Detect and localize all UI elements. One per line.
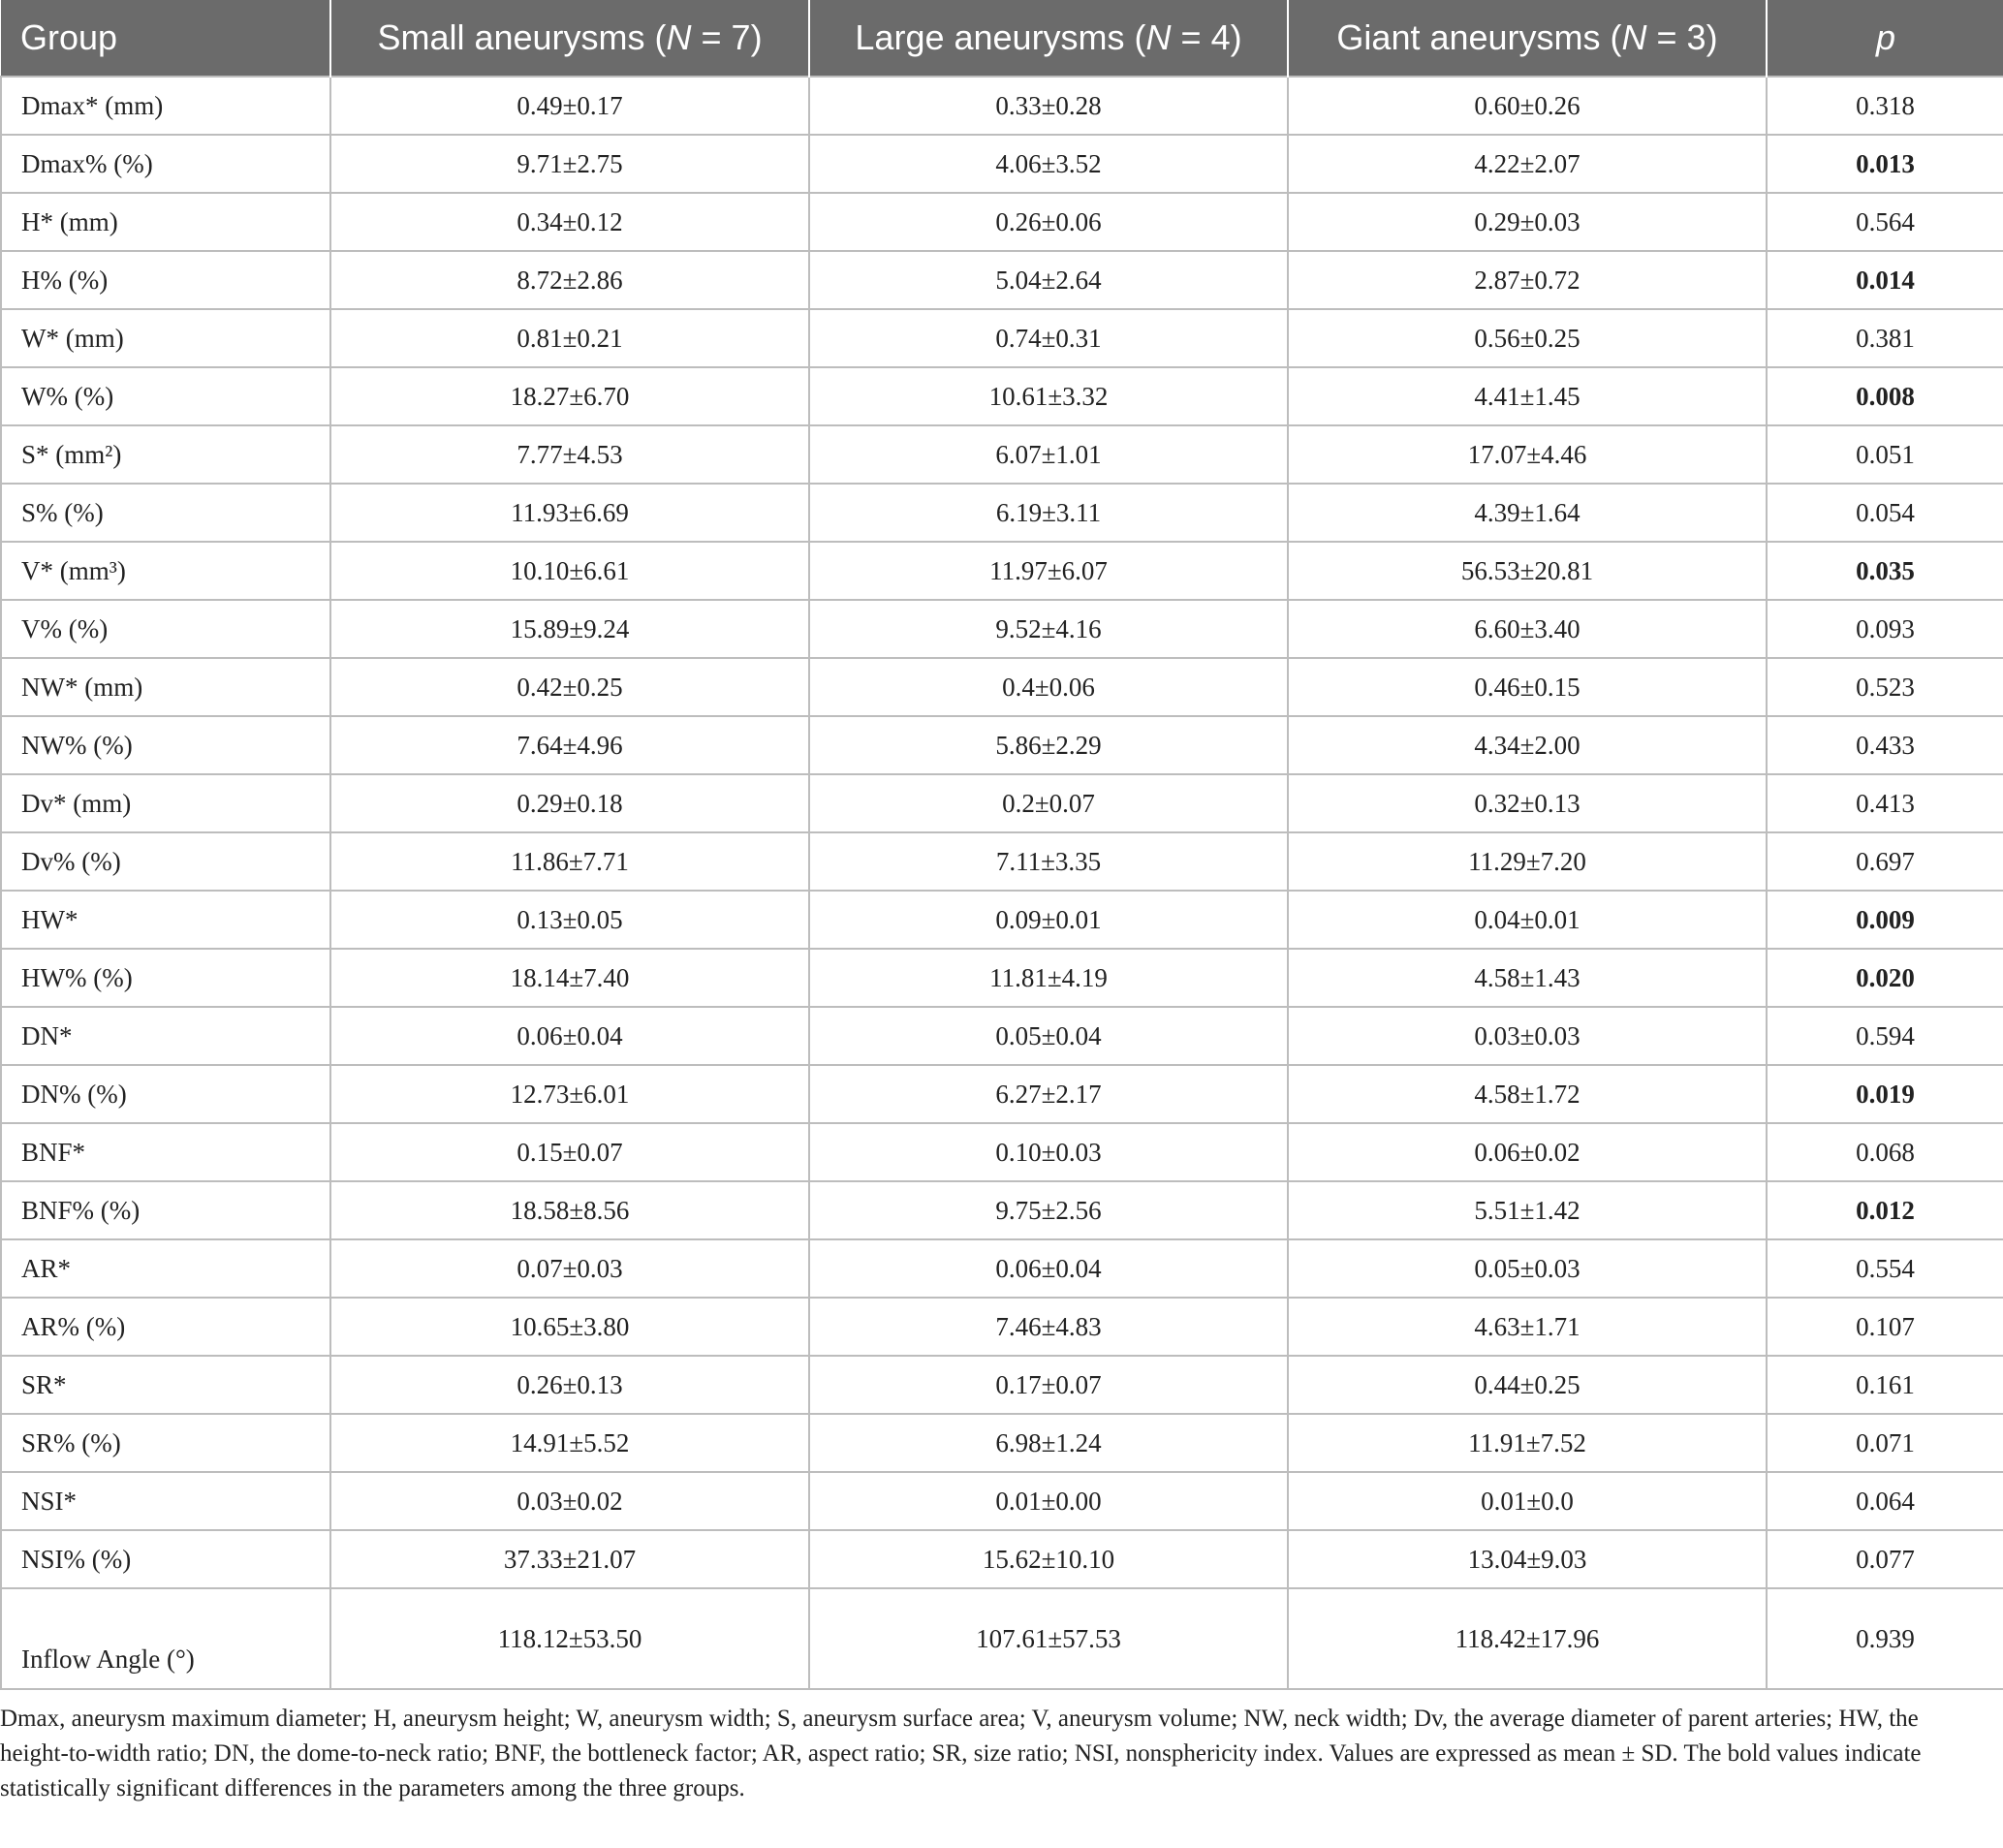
header-group: Group [1, 0, 330, 77]
giant-cell: 4.34±2.00 [1288, 716, 1767, 774]
p-value-cell: 0.051 [1767, 425, 2003, 484]
table-row [1, 367, 2003, 425]
param-cell: Dmax% (%) [1, 135, 330, 193]
table-row [1, 1530, 2003, 1588]
small-cell: 0.03±0.02 [330, 1472, 809, 1530]
p-value-cell: 0.381 [1767, 309, 2003, 367]
giant-cell: 4.22±2.07 [1288, 135, 1767, 193]
table-body [1, 77, 2003, 1689]
large-cell: 0.4±0.06 [809, 658, 1288, 716]
small-cell: 12.73±6.01 [330, 1065, 809, 1123]
param-cell: S* (mm²) [1, 425, 330, 484]
param-cell: Inflow Angle (°) [1, 1588, 330, 1689]
small-cell: 18.14±7.40 [330, 949, 809, 1007]
param-cell: DN% (%) [1, 1065, 330, 1123]
p-value-cell: 0.554 [1767, 1239, 2003, 1298]
param-cell: AR* [1, 1239, 330, 1298]
table-row [1, 1414, 2003, 1472]
table-row [1, 251, 2003, 309]
large-cell: 15.62±10.10 [809, 1530, 1288, 1588]
large-cell: 11.81±4.19 [809, 949, 1288, 1007]
giant-cell: 0.56±0.25 [1288, 309, 1767, 367]
giant-cell: 4.39±1.64 [1288, 484, 1767, 542]
small-cell: 0.29±0.18 [330, 774, 809, 832]
small-cell: 7.77±4.53 [330, 425, 809, 484]
p-value-cell: 0.071 [1767, 1414, 2003, 1472]
table-row [1, 1123, 2003, 1181]
table-row [1, 1588, 2003, 1689]
param-cell: W* (mm) [1, 309, 330, 367]
param-cell: BNF% (%) [1, 1181, 330, 1239]
large-cell: 9.75±2.56 [809, 1181, 1288, 1239]
param-cell: W% (%) [1, 367, 330, 425]
table-row [1, 1065, 2003, 1123]
giant-cell: 6.60±3.40 [1288, 600, 1767, 658]
small-cell: 0.49±0.17 [330, 77, 809, 135]
giant-cell: 56.53±20.81 [1288, 542, 1767, 600]
large-cell: 0.06±0.04 [809, 1239, 1288, 1298]
large-cell: 6.98±1.24 [809, 1414, 1288, 1472]
param-cell: AR% (%) [1, 1298, 330, 1356]
small-cell: 7.64±4.96 [330, 716, 809, 774]
param-cell: NSI* [1, 1472, 330, 1530]
param-cell: SR* [1, 1356, 330, 1414]
small-cell: 11.86±7.71 [330, 832, 809, 891]
large-cell: 0.2±0.07 [809, 774, 1288, 832]
giant-cell: 0.06±0.02 [1288, 1123, 1767, 1181]
p-value-cell: 0.014 [1767, 251, 2003, 309]
param-cell: Dv* (mm) [1, 774, 330, 832]
table-row [1, 658, 2003, 716]
large-cell: 4.06±3.52 [809, 135, 1288, 193]
giant-cell: 13.04±9.03 [1288, 1530, 1767, 1588]
large-cell: 5.86±2.29 [809, 716, 1288, 774]
large-cell: 6.27±2.17 [809, 1065, 1288, 1123]
table-row [1, 425, 2003, 484]
param-cell: BNF* [1, 1123, 330, 1181]
table-row [1, 135, 2003, 193]
header-large: Large aneurysms (N = 4) [809, 0, 1288, 77]
table-row [1, 1298, 2003, 1356]
p-value-cell: 0.008 [1767, 367, 2003, 425]
p-value-cell: 0.093 [1767, 600, 2003, 658]
giant-cell: 4.58±1.43 [1288, 949, 1767, 1007]
p-value-cell: 0.564 [1767, 193, 2003, 251]
table-row [1, 484, 2003, 542]
small-cell: 10.10±6.61 [330, 542, 809, 600]
table-row [1, 1007, 2003, 1065]
giant-cell: 0.04±0.01 [1288, 891, 1767, 949]
table-row [1, 832, 2003, 891]
table-row [1, 1239, 2003, 1298]
large-cell: 0.26±0.06 [809, 193, 1288, 251]
param-cell: SR% (%) [1, 1414, 330, 1472]
param-cell: HW* [1, 891, 330, 949]
large-cell: 0.17±0.07 [809, 1356, 1288, 1414]
large-cell: 0.74±0.31 [809, 309, 1288, 367]
table-row [1, 1181, 2003, 1239]
small-cell: 0.06±0.04 [330, 1007, 809, 1065]
small-cell: 0.81±0.21 [330, 309, 809, 367]
param-cell: NSI% (%) [1, 1530, 330, 1588]
p-value-cell: 0.013 [1767, 135, 2003, 193]
table-row [1, 600, 2003, 658]
small-cell: 9.71±2.75 [330, 135, 809, 193]
small-cell: 37.33±21.07 [330, 1530, 809, 1588]
p-value-cell: 0.054 [1767, 484, 2003, 542]
header-p: p [1767, 0, 2003, 77]
large-cell: 0.10±0.03 [809, 1123, 1288, 1181]
p-value-cell: 0.523 [1767, 658, 2003, 716]
table-row [1, 542, 2003, 600]
giant-cell: 0.44±0.25 [1288, 1356, 1767, 1414]
giant-cell: 4.63±1.71 [1288, 1298, 1767, 1356]
giant-cell: 4.58±1.72 [1288, 1065, 1767, 1123]
header-row [1, 0, 2003, 77]
table-row [1, 949, 2003, 1007]
p-value-cell: 0.161 [1767, 1356, 2003, 1414]
p-value-cell: 0.107 [1767, 1298, 2003, 1356]
param-cell: NW* (mm) [1, 658, 330, 716]
small-cell: 15.89±9.24 [330, 600, 809, 658]
param-cell: V% (%) [1, 600, 330, 658]
small-cell: 18.27±6.70 [330, 367, 809, 425]
table-row [1, 1472, 2003, 1530]
giant-cell: 0.60±0.26 [1288, 77, 1767, 135]
large-cell: 0.33±0.28 [809, 77, 1288, 135]
p-value-cell: 0.433 [1767, 716, 2003, 774]
giant-cell: 118.42±17.96 [1288, 1588, 1767, 1689]
table-row [1, 309, 2003, 367]
table-row [1, 891, 2003, 949]
table-footnote: Dmax, aneurysm maximum diameter; H, aneurysm height; W, aneurysm width; S, aneurysm surface area; V, aneurysm volume; NW, neck width; Dv, the average diameter of parent arteries; HW, the height-to-width ratio; DN, the dome-to-neck ratio; BNF, the bottleneck factor; AR, aspect ratio; SR, size ratio; NSI, nonsphericity index. Values are expressed as mean ± SD. The bold values indicate statistically significant differences in the parameters among the three groups. [0, 1706, 1922, 1801]
param-cell: Dv% (%) [1, 832, 330, 891]
large-cell: 0.05±0.04 [809, 1007, 1288, 1065]
giant-cell: 11.91±7.52 [1288, 1414, 1767, 1472]
large-cell: 0.09±0.01 [809, 891, 1288, 949]
small-cell: 11.93±6.69 [330, 484, 809, 542]
large-cell: 5.04±2.64 [809, 251, 1288, 309]
giant-cell: 5.51±1.42 [1288, 1181, 1767, 1239]
giant-cell: 0.46±0.15 [1288, 658, 1767, 716]
giant-cell: 4.41±1.45 [1288, 367, 1767, 425]
giant-cell: 0.01±0.0 [1288, 1472, 1767, 1530]
header-giant: Giant aneurysms (N = 3) [1288, 0, 1767, 77]
large-cell: 7.11±3.35 [809, 832, 1288, 891]
table-row [1, 716, 2003, 774]
p-value-cell: 0.009 [1767, 891, 2003, 949]
param-cell: Dmax* (mm) [1, 77, 330, 135]
small-cell: 10.65±3.80 [330, 1298, 809, 1356]
param-cell: V* (mm³) [1, 542, 330, 600]
param-cell: H% (%) [1, 251, 330, 309]
large-cell: 10.61±3.32 [809, 367, 1288, 425]
large-cell: 9.52±4.16 [809, 600, 1288, 658]
small-cell: 0.26±0.13 [330, 1356, 809, 1414]
large-cell: 6.19±3.11 [809, 484, 1288, 542]
p-value-cell: 0.077 [1767, 1530, 2003, 1588]
giant-cell: 0.29±0.03 [1288, 193, 1767, 251]
small-cell: 0.13±0.05 [330, 891, 809, 949]
giant-cell: 17.07±4.46 [1288, 425, 1767, 484]
p-value-cell: 0.068 [1767, 1123, 2003, 1181]
param-cell: NW% (%) [1, 716, 330, 774]
small-cell: 0.07±0.03 [330, 1239, 809, 1298]
table-row [1, 774, 2003, 832]
giant-cell: 0.05±0.03 [1288, 1239, 1767, 1298]
p-value-cell: 0.064 [1767, 1472, 2003, 1530]
large-cell: 6.07±1.01 [809, 425, 1288, 484]
small-cell: 0.42±0.25 [330, 658, 809, 716]
small-cell: 8.72±2.86 [330, 251, 809, 309]
param-cell: HW% (%) [1, 949, 330, 1007]
p-value-cell: 0.035 [1767, 542, 2003, 600]
p-value-cell: 0.697 [1767, 832, 2003, 891]
table-row [1, 1356, 2003, 1414]
p-value-cell: 0.318 [1767, 77, 2003, 135]
param-cell: DN* [1, 1007, 330, 1065]
large-cell: 7.46±4.83 [809, 1298, 1288, 1356]
param-cell: H* (mm) [1, 193, 330, 251]
large-cell: 0.01±0.00 [809, 1472, 1288, 1530]
large-cell: 11.97±6.07 [809, 542, 1288, 600]
param-cell: S% (%) [1, 484, 330, 542]
giant-cell: 2.87±0.72 [1288, 251, 1767, 309]
p-value-cell: 0.012 [1767, 1181, 2003, 1239]
table-row [1, 77, 2003, 135]
small-cell: 0.34±0.12 [330, 193, 809, 251]
giant-cell: 11.29±7.20 [1288, 832, 1767, 891]
small-cell: 118.12±53.50 [330, 1588, 809, 1689]
table-row [1, 193, 2003, 251]
giant-cell: 0.03±0.03 [1288, 1007, 1767, 1065]
large-cell: 107.61±57.53 [809, 1588, 1288, 1689]
p-value-cell: 0.020 [1767, 949, 2003, 1007]
p-value-cell: 0.019 [1767, 1065, 2003, 1123]
p-value-cell: 0.413 [1767, 774, 2003, 832]
giant-cell: 0.32±0.13 [1288, 774, 1767, 832]
p-value-cell: 0.594 [1767, 1007, 2003, 1065]
p-value-cell: 0.939 [1767, 1588, 2003, 1689]
small-cell: 0.15±0.07 [330, 1123, 809, 1181]
small-cell: 14.91±5.52 [330, 1414, 809, 1472]
header-small: Small aneurysms (N = 7) [330, 0, 809, 77]
small-cell: 18.58±8.56 [330, 1181, 809, 1239]
